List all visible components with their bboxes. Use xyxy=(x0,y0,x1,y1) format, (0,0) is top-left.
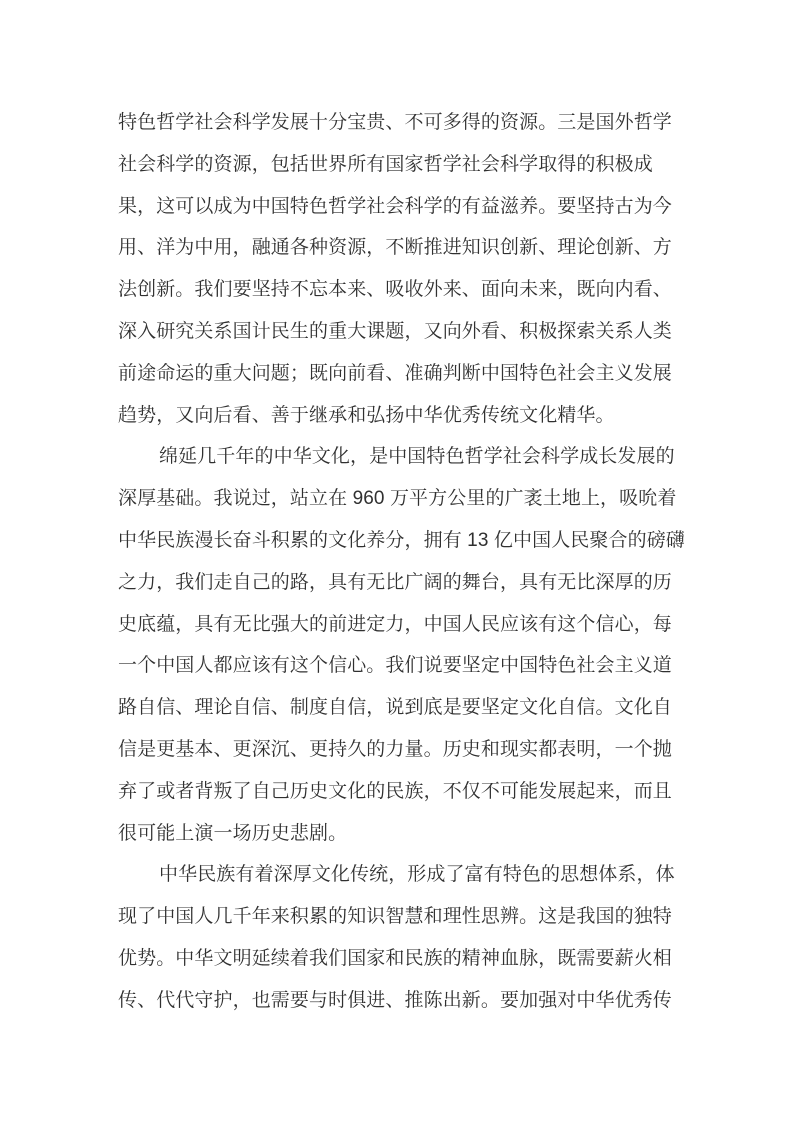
text-line: 中华民族漫长奋斗积累的文化养分，拥有 13 亿中国人民聚合的磅礴 xyxy=(118,529,685,551)
text-line: 之力，我们走自己的路，具有无比广阔的舞台，具有无比深厚的历 xyxy=(118,571,672,593)
document-body xyxy=(118,102,690,1022)
text-line: 传、代代守护，也需要与时俱进、推陈出新。要加强对中华优秀传 xyxy=(118,989,672,1011)
text-line: 弃了或者背叛了自己历史文化的民族，不仅不可能发展起来，而且 xyxy=(118,780,672,802)
text-line: 特色哲学社会科学发展十分宝贵、不可多得的资源。三是国外哲学 xyxy=(118,112,672,133)
text-line: 前途命运的重大问题；既向前看、准确判断中国特色社会主义发展 xyxy=(118,362,672,384)
text-line: 用、洋为中用，融通各种资源，不断推进知识创新、理论创新、方 xyxy=(118,237,672,259)
text-line: 深入研究关系国计民生的重大课题，又向外看、积极探索关系人类 xyxy=(118,320,672,342)
text-line: 果，这可以成为中国特色哲学社会科学的有益滋养。要坚持古为今 xyxy=(118,195,672,217)
text-line: 法创新。我们要坚持不忘本来、吸收外来、面向未来，既向内看、 xyxy=(118,279,672,301)
text-line: 现了中国人几千年来积累的知识智慧和理性思辨。这是我国的独特 xyxy=(118,906,672,928)
text-line: 信是更基本、更深沉、更持久的力量。历史和现实都表明，一个抛 xyxy=(118,738,672,760)
text-line: 深厚基础。我说过，站立在 960 万平方公里的广袤土地上，吸吮着 xyxy=(118,488,677,510)
text-line: 一个中国人都应该有这个信心。我们说要坚定中国特色社会主义道 xyxy=(118,655,672,677)
text-line: 社会科学的资源，包括世界所有国家哲学社会科学取得的积极成 xyxy=(118,153,653,175)
text-line: 优势。中华文明延续着我们国家和民族的精神血脉，既需要薪火相 xyxy=(118,947,672,969)
text-line: 史底蕴，具有无比强大的前进定力，中国人民应该有这个信心，每 xyxy=(118,613,672,635)
text-line: 很可能上演一场历史悲剧。 xyxy=(118,822,348,844)
text-line: 路自信、理论自信、制度自信，说到底是要坚定文化自信。文化自 xyxy=(118,697,672,719)
text-line: 趋势，又向后看、善于继承和弘扬中华优秀传统文化精华。 xyxy=(118,404,615,426)
text-line: 绵延几千年的中华文化，是中国特色哲学社会科学成长发展的 xyxy=(159,446,675,468)
text-line: 中华民族有着深厚文化传统，形成了富有特色的思想体系，体 xyxy=(159,864,675,886)
